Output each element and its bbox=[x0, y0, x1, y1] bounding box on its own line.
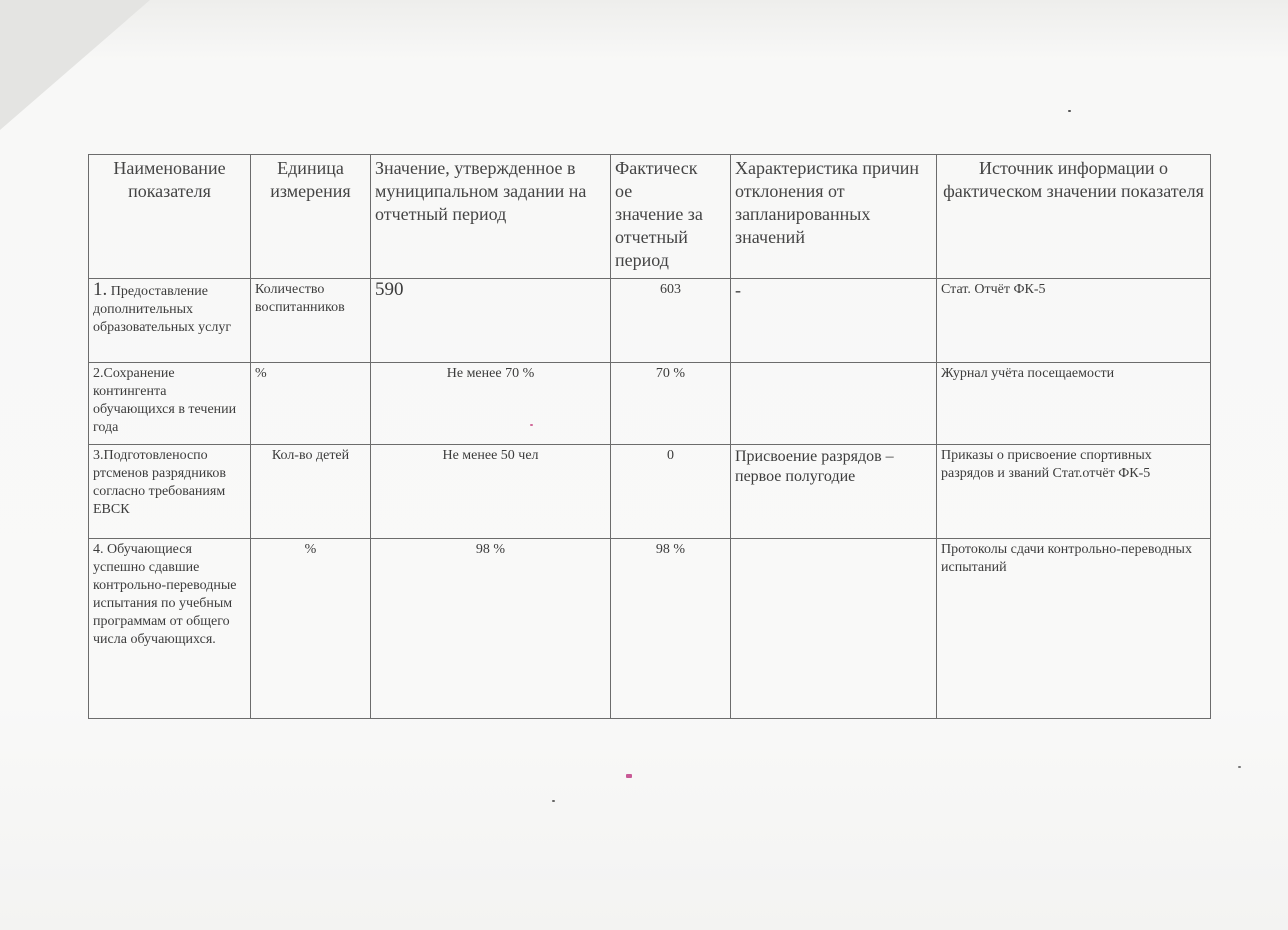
header-row bbox=[89, 155, 1211, 279]
header-info-source: Источник информации о фактическом значении показателя bbox=[937, 155, 1211, 279]
scan-speck bbox=[1238, 766, 1241, 768]
report-table bbox=[88, 154, 1211, 719]
table-row bbox=[89, 445, 1211, 539]
cell-indicator-name: 2.Сохранение контингента обучающихся в течении года bbox=[89, 363, 251, 445]
cell-info-source: Протоколы сдачи контрольно-переводных испытаний bbox=[937, 539, 1211, 719]
header-indicator-name: Наименование показателя bbox=[89, 155, 251, 279]
cell-indicator-name bbox=[89, 279, 251, 363]
cell-info-source: Журнал учёта посещаемости bbox=[937, 363, 1211, 445]
cell-actual-value: 603 bbox=[611, 279, 731, 363]
table-row bbox=[89, 539, 1211, 719]
header-actual-line: ое bbox=[615, 181, 633, 201]
cell-planned-value: 98 % bbox=[371, 539, 611, 719]
cell-indicator-name: 4. Обучающиеся успешно сдавшие контрольно-переводные испытания по учебным программам от общего числа обучающихся. bbox=[89, 539, 251, 719]
row-number: 1. bbox=[93, 279, 108, 300]
scan-corner-fold bbox=[0, 0, 150, 130]
cell-actual-value: 0 bbox=[611, 445, 731, 539]
scan-speck bbox=[1068, 110, 1071, 112]
cell-unit: Количество воспитанников bbox=[251, 279, 371, 363]
scan-speck bbox=[626, 774, 632, 778]
header-actual-line: значение за bbox=[615, 204, 703, 224]
scan-speck bbox=[552, 800, 555, 802]
cell-actual-value: 98 % bbox=[611, 539, 731, 719]
header-actual-line: период bbox=[615, 250, 669, 270]
table-row bbox=[89, 363, 1211, 445]
cell-planned-value: Не менее 50 чел bbox=[371, 445, 611, 539]
cell-deviation-reason bbox=[731, 539, 937, 719]
header-actual-line: отчетный bbox=[615, 227, 688, 247]
cell-info-source: Приказы о присвоение спортивных разрядов и званий Стат.отчёт ФК-5 bbox=[937, 445, 1211, 539]
header-deviation-reason: Характеристика причин отклонения от запланированных значений bbox=[731, 155, 937, 279]
header-unit: Единица измерения bbox=[251, 155, 371, 279]
cell-unit: % bbox=[251, 539, 371, 719]
header-actual-line: Фактическ bbox=[615, 158, 698, 178]
indicator-text: Предоставление дополнительных образовательных услуг bbox=[93, 284, 232, 335]
cell-info-source: Стат. Отчёт ФК-5 bbox=[937, 279, 1211, 363]
cell-deviation-reason bbox=[731, 363, 937, 445]
cell-actual-value: 70 % bbox=[611, 363, 731, 445]
cell-unit: % bbox=[251, 363, 371, 445]
cell-unit: Кол-во детей bbox=[251, 445, 371, 539]
table-row bbox=[89, 279, 1211, 363]
cell-planned-value: Не менее 70 % bbox=[371, 363, 611, 445]
cell-deviation-reason: - bbox=[731, 279, 937, 363]
cell-planned-value: 590 bbox=[371, 279, 611, 363]
cell-deviation-reason: Присвоение разрядов – первое полугодие bbox=[731, 445, 937, 539]
header-planned-value: Значение, утвержденное в муниципальном задании на отчетный период bbox=[371, 155, 611, 279]
header-actual-value bbox=[611, 155, 731, 279]
cell-indicator-name: 3.Подготовленоспо ртсменов разрядников согласно требованиям ЕВСК bbox=[89, 445, 251, 539]
